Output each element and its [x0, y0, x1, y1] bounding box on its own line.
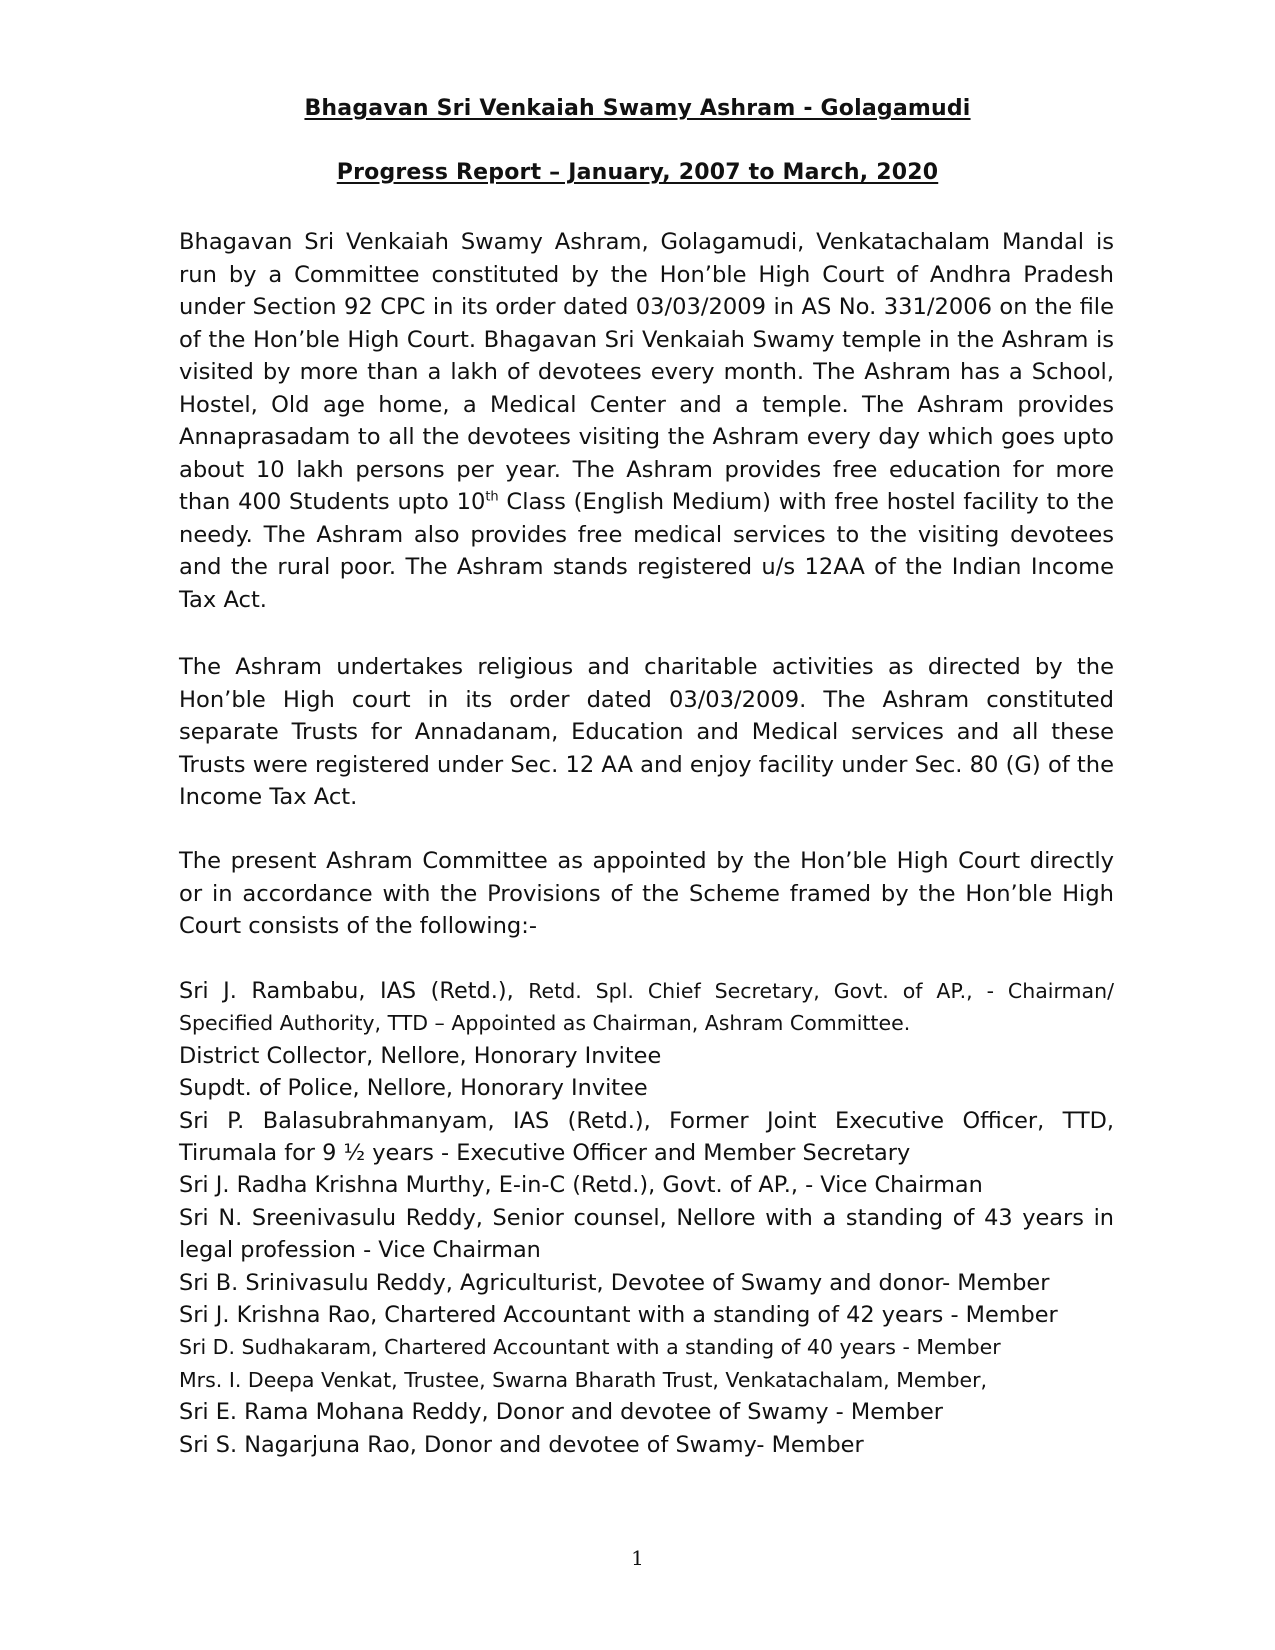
page-number: 1 — [631, 1546, 644, 1570]
committee-member — [179, 975, 1114, 1040]
committee-member: Supdt. of Police, Nellore, Honorary Invitee — [179, 1075, 648, 1102]
member-designation: Retd. Spl. Chief Secretary, Govt. of AP., - Chairman/ Specified Authority, TTD – Appointed as Chairman, Ashram Committee. — [179, 979, 1114, 1036]
paragraph-intro — [179, 226, 1114, 616]
committee-member: Sri J. Krishna Rao, Chartered Accountant with a standing of 42 years - Member — [179, 1302, 1058, 1329]
committee-member: Sri B. Srinivasulu Reddy, Agriculturist, Devotee of Swamy and donor- Member — [179, 1269, 1050, 1296]
ordinal-superscript: th — [485, 489, 499, 505]
committee-member: Sri J. Radha Krishna Murthy, E-in-C (Retd.), Govt. of AP., - Vice Chairman — [179, 1172, 983, 1199]
committee-member: Sri E. Rama Mohana Reddy, Donor and devotee of Swamy - Member — [179, 1399, 943, 1426]
paragraph-committee-intro: The present Ashram Committee as appointed by the Hon’ble High Court directly or in accordance with the Provisions of the Scheme framed by the Hon’ble High Court consists of the following:- — [179, 848, 1114, 939]
paragraph-intro-text-1: Bhagavan Sri Venkaiah Swamy Ashram, Golagamudi, Venkatachalam Mandal is run by a Committee constituted by the Hon’ble High Court of Andhra Pradesh under Section 92 CPC in its order dated 03/03/2009 in AS No. 331/2006 on the file of the Hon’ble High Court. Bhagavan Sri Venkaiah Swamy temple in the Ashram is visited by more than a lakh of devotees every month. The Ashram has a School, Hostel, Old age home, a Medical Center and a temple. The Ashram provides Annaprasadam to all the devotees visiting the Ashram every day which goes upto about 10 lakh persons per year. The Ashram provides free education for more than 400 Students upto 10 — [179, 229, 1114, 515]
document-title: Bhagavan Sri Venkaiah Swamy Ashram - Golagamudi — [304, 96, 971, 121]
committee-member: Sri D. Sudhakaram, Chartered Accountant with a standing of 40 years - Member — [179, 1335, 1001, 1360]
committee-member: Sri P. Balasubrahmanyam, IAS (Retd.), Former Joint Executive Officer, TTD, Tirumala for 9 ½ years - Executive Officer and Member Secretary — [179, 1107, 1114, 1167]
committee-member-list — [179, 975, 1114, 1461]
committee-member: Sri S. Nagarjuna Rao, Donor and devotee of Swamy- Member — [179, 1431, 864, 1458]
paragraph-intro-text-2: Class (English Medium) with free hostel facility to the needy. The Ashram also provides free medical services to the visiting devotees and the rural poor. The Ashram stands registered u/s 12AA of the Indian Income Tax Act. — [179, 489, 1114, 613]
committee-member: Sri N. Sreenivasulu Reddy, Senior counsel, Nellore with a standing of 43 years in legal profession - Vice Chairman — [179, 1204, 1114, 1264]
committee-member: District Collector, Nellore, Honorary Invitee — [179, 1042, 662, 1069]
committee-member: Mrs. I. Deepa Venkat, Trustee, Swarna Bharath Trust, Venkatachalam, Member, — [179, 1367, 988, 1392]
document-subtitle: Progress Report – January, 2007 to March, 2020 — [336, 160, 939, 185]
paragraph-activities: The Ashram undertakes religious and charitable activities as directed by the Hon’ble High court in its order dated 03/03/2009. The Ashram constituted separate Trusts for Annadanam, Education and Medical services and all these Trusts were registered under Sec. 12 AA and enjoy facility under Sec. 80 (G) of the Income Tax Act. — [179, 654, 1114, 810]
member-name: Sri J. Rambabu, IAS (Retd.), — [179, 978, 529, 1004]
